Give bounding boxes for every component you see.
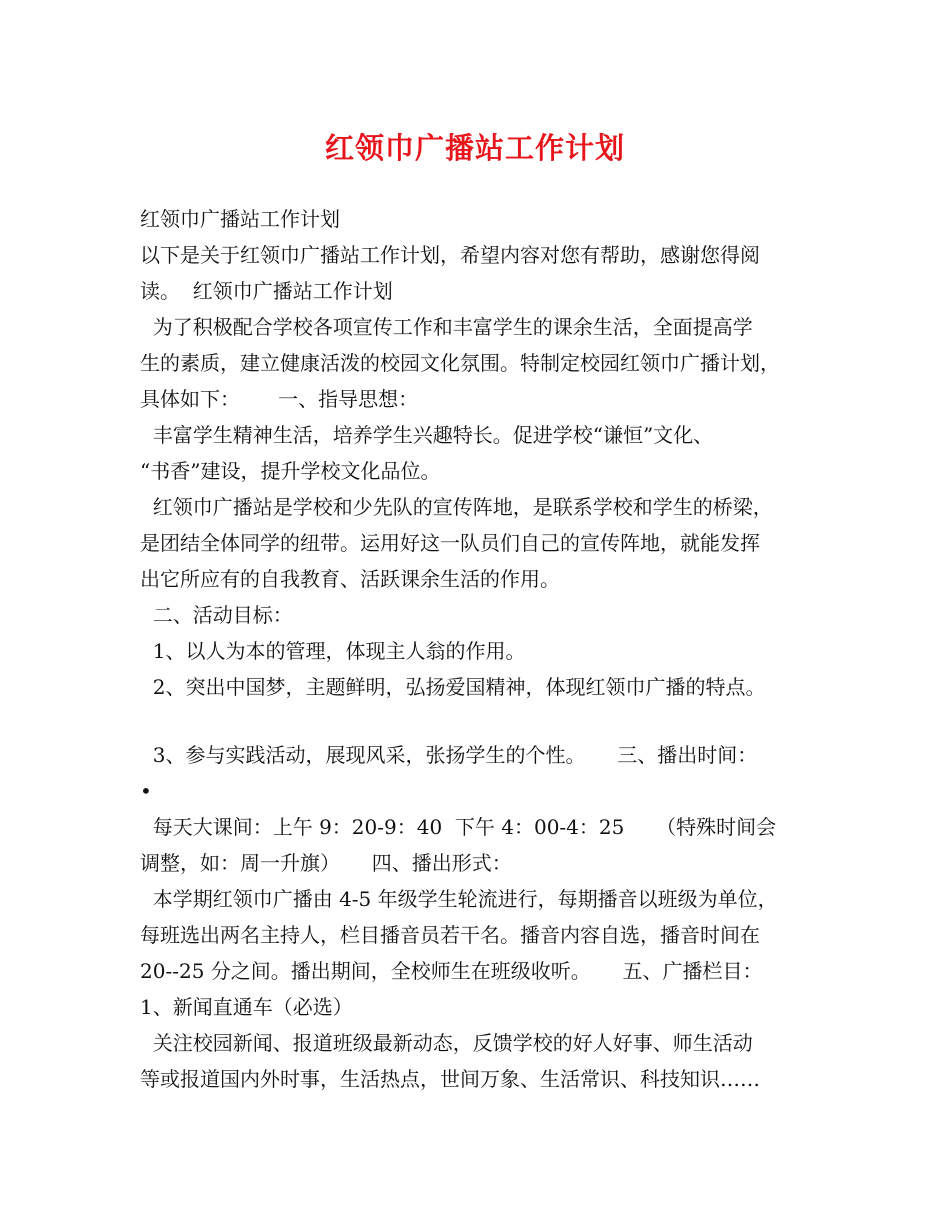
text-line: 出它所应有的自我教育、活跃课余生活的作用。 [140, 567, 560, 591]
text-line: 红领巾广播站工作计划 [140, 207, 340, 231]
document-title: 红领巾广播站工作计划 [324, 131, 625, 165]
text-line: 为了积极配合学校各项宣传工作和丰富学生的课余生活，全面提高学 [140, 315, 753, 339]
text-line: 2、突出中国梦，主题鲜明，弘扬爱国精神，体现红领巾广播的特点。 [140, 675, 766, 699]
text-line: 每天大课间：上午 9：20-9：40 下午 4：00-4：25 （特殊时间会 [140, 815, 777, 839]
text-line: 调整，如：周一升旗） 四、播出形式： [140, 851, 512, 875]
text-line: 20--25 分之间。播出期间，全校师生在班级收听。 五、广播栏目： [140, 959, 763, 983]
text-line: 等或报道国内外时事，生活热点，世间万象、生活常识、科技知识…… [140, 1067, 760, 1091]
text-line: 每班选出两名主持人，栏目播音员若干名。播音内容自选，播音时间在 [140, 923, 760, 947]
text-line: 红领巾广播站是学校和少先队的宣传阵地，是联系学校和学生的桥梁， [140, 495, 773, 519]
text-line: 1、以人为本的管理，体现主人翁的作用。 [140, 639, 526, 663]
text-line: 读。 红领巾广播站工作计划 [140, 279, 393, 303]
text-line: 关注校园新闻、报道班级最新动态，反馈学校的好人好事、师生活动 [140, 1031, 753, 1055]
text-line: “书香”建设，提升学校文化品位。 [140, 459, 441, 483]
text-line: 1、新闻直通车（必选） [140, 995, 353, 1019]
text-line: 具体如下： 一、指导思想： [140, 387, 419, 411]
text-line: 生的素质，建立健康活泼的校园文化氛围。特制定校园红领巾广播计划， [140, 351, 780, 375]
text-line: 本学期红领巾广播由 4-5 年级学生轮流进行，每期播音以班级为单位， [140, 887, 778, 911]
text-line: 丰富学生精神生活，培养学生兴趣特长。促进学校“谦恒”文化、 [140, 423, 714, 447]
bullet-mark: • [140, 779, 152, 803]
text-line: 是团结全体同学的纽带。运用好这一队员们自己的宣传阵地，就能发挥 [140, 531, 760, 555]
text-line: 3、参与实践活动，展现风采，张扬学生的个性。 三、播出时间： [140, 743, 758, 767]
text-line: 以下是关于红领巾广播站工作计划，希望内容对您有帮助，感谢您得阅 [140, 243, 760, 267]
text-line: 二、活动目标： [140, 603, 293, 627]
